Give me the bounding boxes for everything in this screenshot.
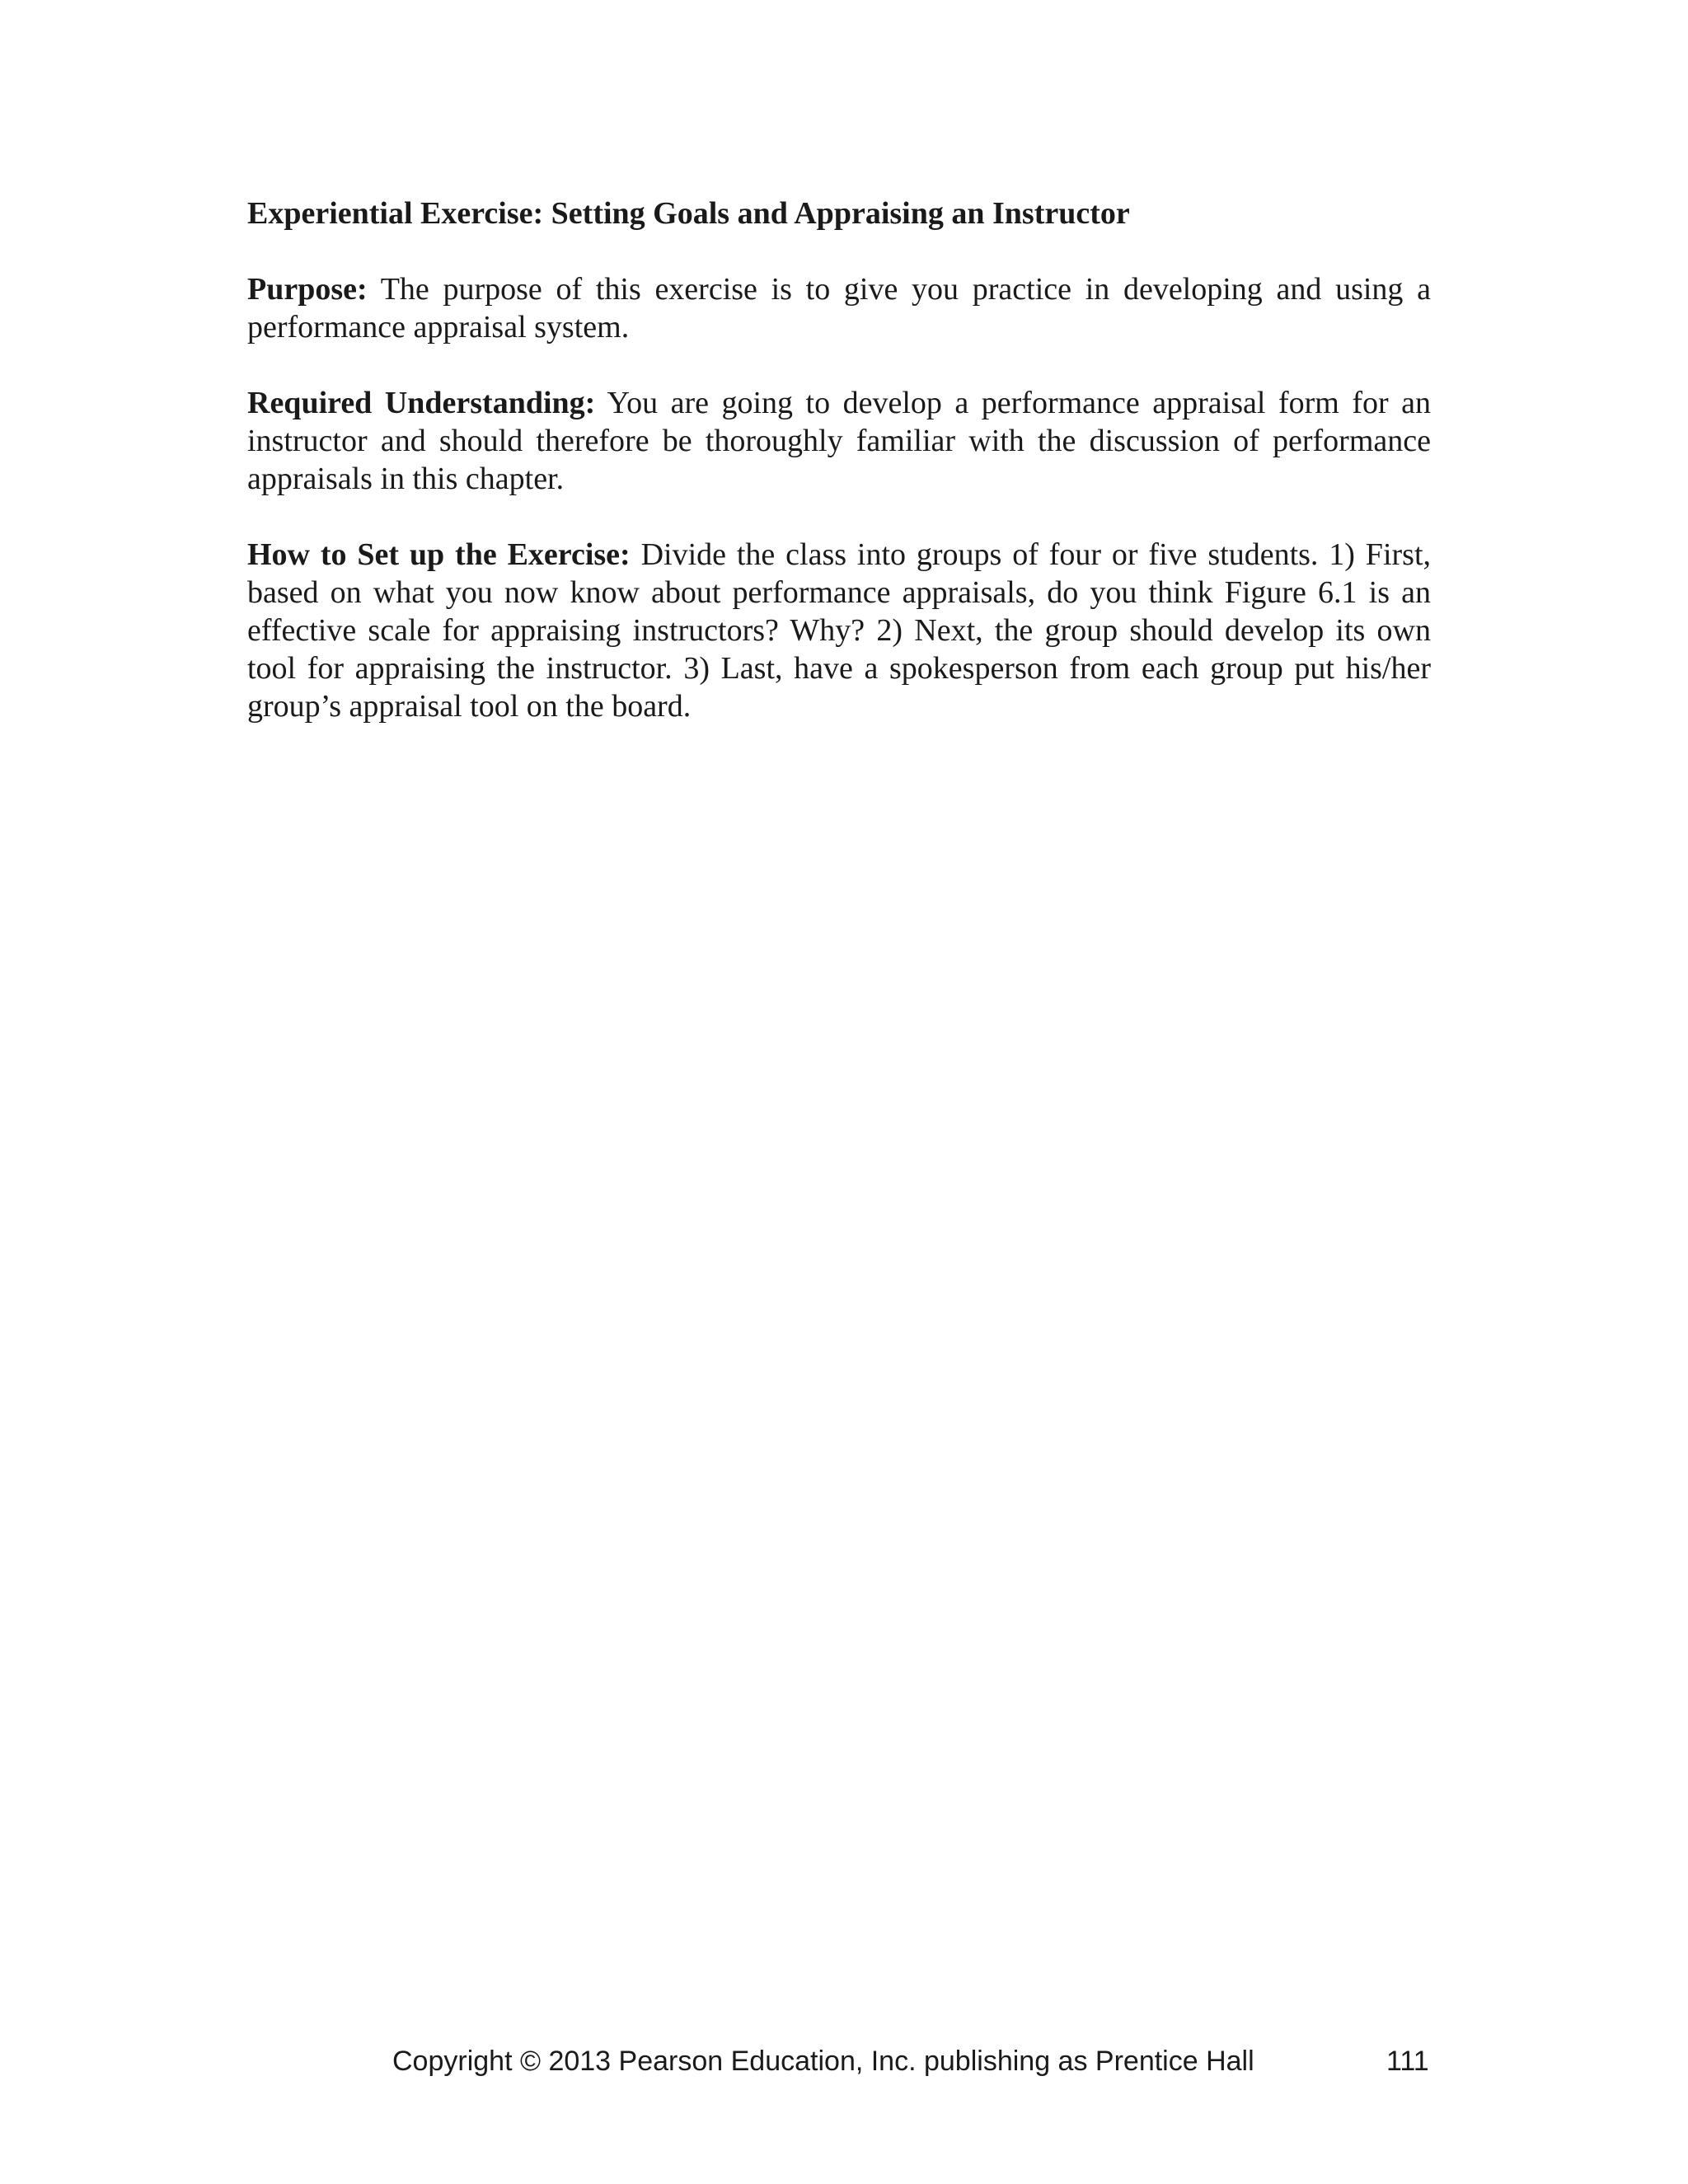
purpose-body: The purpose of this exercise is to give you practice in developing and using a performance appraisal system.	[247, 272, 1431, 344]
required-understanding-heading: Required Understanding:	[247, 386, 596, 420]
required-understanding-paragraph	[247, 384, 1431, 498]
required-understanding-body: You are going to develop a performance appraisal form for an instructor and should therefore be thoroughly familiar with the discussion of performance appraisals in this chapter.	[247, 386, 1432, 496]
page-content	[247, 194, 1431, 763]
page-number: 111	[1386, 2046, 1429, 2077]
copyright-notice: Copyright © 2013 Pearson Education, Inc. publishing as Prentice Hall	[392, 2046, 1254, 2077]
page-title: Experiential Exercise: Setting Goals and Appraising an Instructor	[247, 196, 1130, 231]
setup-paragraph	[247, 536, 1431, 725]
setup-body: Divide the class into groups of four or five students. 1) First, based on what you now know about performance appraisals, do you think Figure 6.1 is an effective scale for appraising instructors? Why? 2) Next, the group should develop its own tool for appraising the instructor. 3) Last, have a spokesperson from each group put his/her group’s appraisal tool on the board.	[247, 537, 1432, 724]
setup-heading: How to Set up the Exercise:	[247, 537, 631, 572]
purpose-heading: Purpose:	[247, 272, 368, 307]
purpose-paragraph	[247, 270, 1431, 346]
page-footer	[0, 2041, 1688, 2082]
